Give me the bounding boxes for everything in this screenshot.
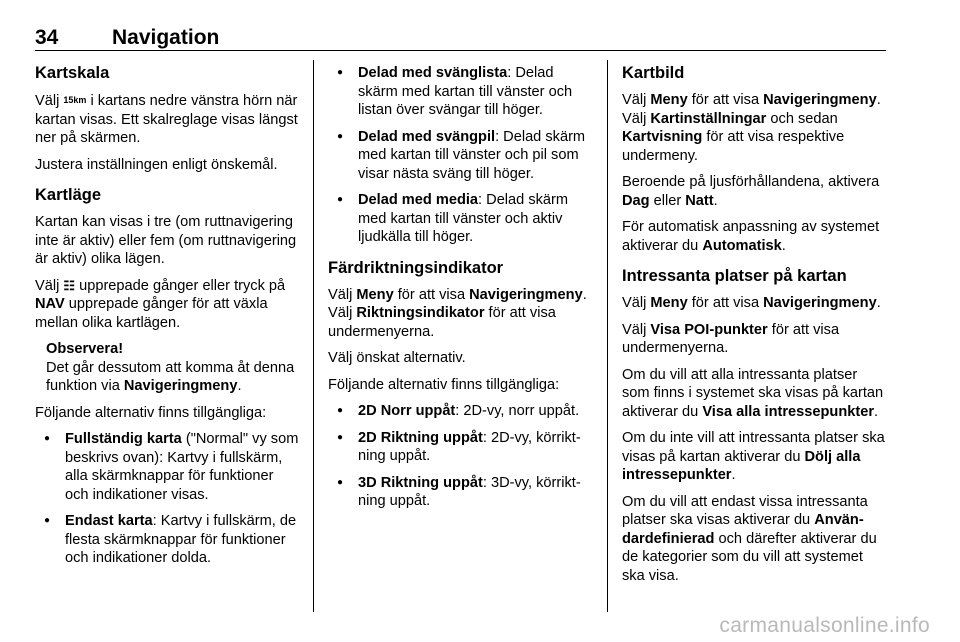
- list-item: ● 2D Norr uppåt: 2D-vy, norr uppåt.: [328, 402, 592, 421]
- heading-kartbild: Kartbild: [622, 64, 685, 82]
- paragraph: Välj önskat alternativ.: [328, 350, 466, 366]
- paragraph: Kartan kan visas i tre (om ruttnavigering inte är aktiv) eller fem (om ruttnavigering är aktiv) olika lägen.: [35, 214, 297, 267]
- note-title: Observera!: [46, 341, 124, 357]
- list-item: ● 2D Riktning uppåt: 2D-vy, körriktning uppåt.: [328, 429, 592, 466]
- paragraph: Välj ☷ upprepade gånger eller tryck på NAV upprepade gånger för att växla mellan olika kartlägen.: [35, 277, 286, 331]
- list-item: ● Endast karta: Kartvy i fullskärm, de flesta skärmknappar för funktioner och indikationer dolda.: [35, 512, 300, 568]
- paragraph: Om du vill att endast vissa intressanta platser ska visas aktiverar du Användardefinierad och därefter aktiverar du de kategorier som du vill att systemet ska visa.: [622, 493, 877, 584]
- paragraph: För automatisk anpassning av systemet aktiverar du Automatisk.: [622, 219, 880, 254]
- paragraph: Följande alternativ finns tillgängliga:: [35, 404, 267, 421]
- page-number: 34: [35, 26, 59, 49]
- map-mode-icon: ☷: [63, 277, 76, 293]
- column-2: [328, 64, 592, 519]
- page-title: Navigation: [112, 26, 220, 49]
- paragraph: Välj Meny för att visa Navigeringmeny.: [622, 295, 881, 311]
- paragraph: Välj Meny för att visa Navigeringmeny. Välj Riktningsindikator för att visa undermenyerna.: [328, 286, 587, 340]
- heading-intressanta-platser: Intressanta platser på kartan: [622, 267, 847, 285]
- paragraph: Om du inte vill att intressanta platser ska visas på kartan aktiverar du Dölj alla intressepunkter.: [622, 430, 885, 483]
- heading-kartlage: Kartläge: [35, 186, 102, 204]
- paragraph: Följande alternativ finns tillgängliga:: [328, 376, 560, 393]
- option-list: [35, 430, 300, 568]
- paragraph: Välj Visa POI-punkter för att visa undermenyerna.: [622, 321, 840, 356]
- paragraph: Välj 15km i kartans nedre vänstra hörn när kartan visas. Ett skalreglage visas längst ner på skärmen.: [35, 93, 298, 146]
- paragraph: Välj Meny för att visa Navigeringmeny. Välj Kartinställningar och sedan Kartvisning för att visa respektive undermeny.: [622, 92, 881, 164]
- note-box: Observera! Det går dessutom att komma åt denna funktion via Navigeringmeny.: [46, 341, 295, 394]
- list-item: ● Delad med svänglista: Delad skärm med kartan till vänster och listan över svängar till höger.: [328, 64, 592, 120]
- header-rule: [35, 50, 886, 51]
- option-list: [328, 64, 592, 247]
- map-scale-icon: 15km: [63, 95, 87, 105]
- column-divider-2: [607, 60, 608, 612]
- list-item: ● Fullständig karta ("Normal" vy som beskrivs ovan): Kartvy i fullskärm, alla skärmknappar för funktioner och indikationer visas.: [35, 430, 300, 504]
- heading-fardriktningsindikator: Färdriktningsindikator: [328, 258, 504, 277]
- watermark: carmanualsonline.info: [719, 614, 930, 637]
- option-list: [328, 402, 592, 511]
- list-item: ● Delad med media: Delad skärm med kartan till vänster och aktiv ljudkälla till höger.: [328, 191, 592, 247]
- column-1: [35, 64, 300, 576]
- list-item: ● 3D Riktning uppåt: 3D-vy, körriktning uppåt.: [328, 474, 592, 511]
- paragraph: Om du vill att alla intressanta platser som finns i systemet ska visas på kartan aktiverar du Visa alla intressepunkter.: [622, 366, 884, 420]
- column-divider-1: [313, 60, 314, 612]
- heading-kartskala: Kartskala: [35, 64, 110, 82]
- paragraph: Justera inställningen enligt önskemål.: [35, 156, 278, 173]
- list-item: ● Delad med svängpil: Delad skärm med kartan till vänster och pil som visar nästa sväng till höger.: [328, 128, 592, 184]
- page-header: [35, 26, 885, 52]
- paragraph: Beroende på ljusförhållandena, aktivera Dag eller Natt.: [622, 174, 880, 209]
- column-3: [622, 64, 886, 593]
